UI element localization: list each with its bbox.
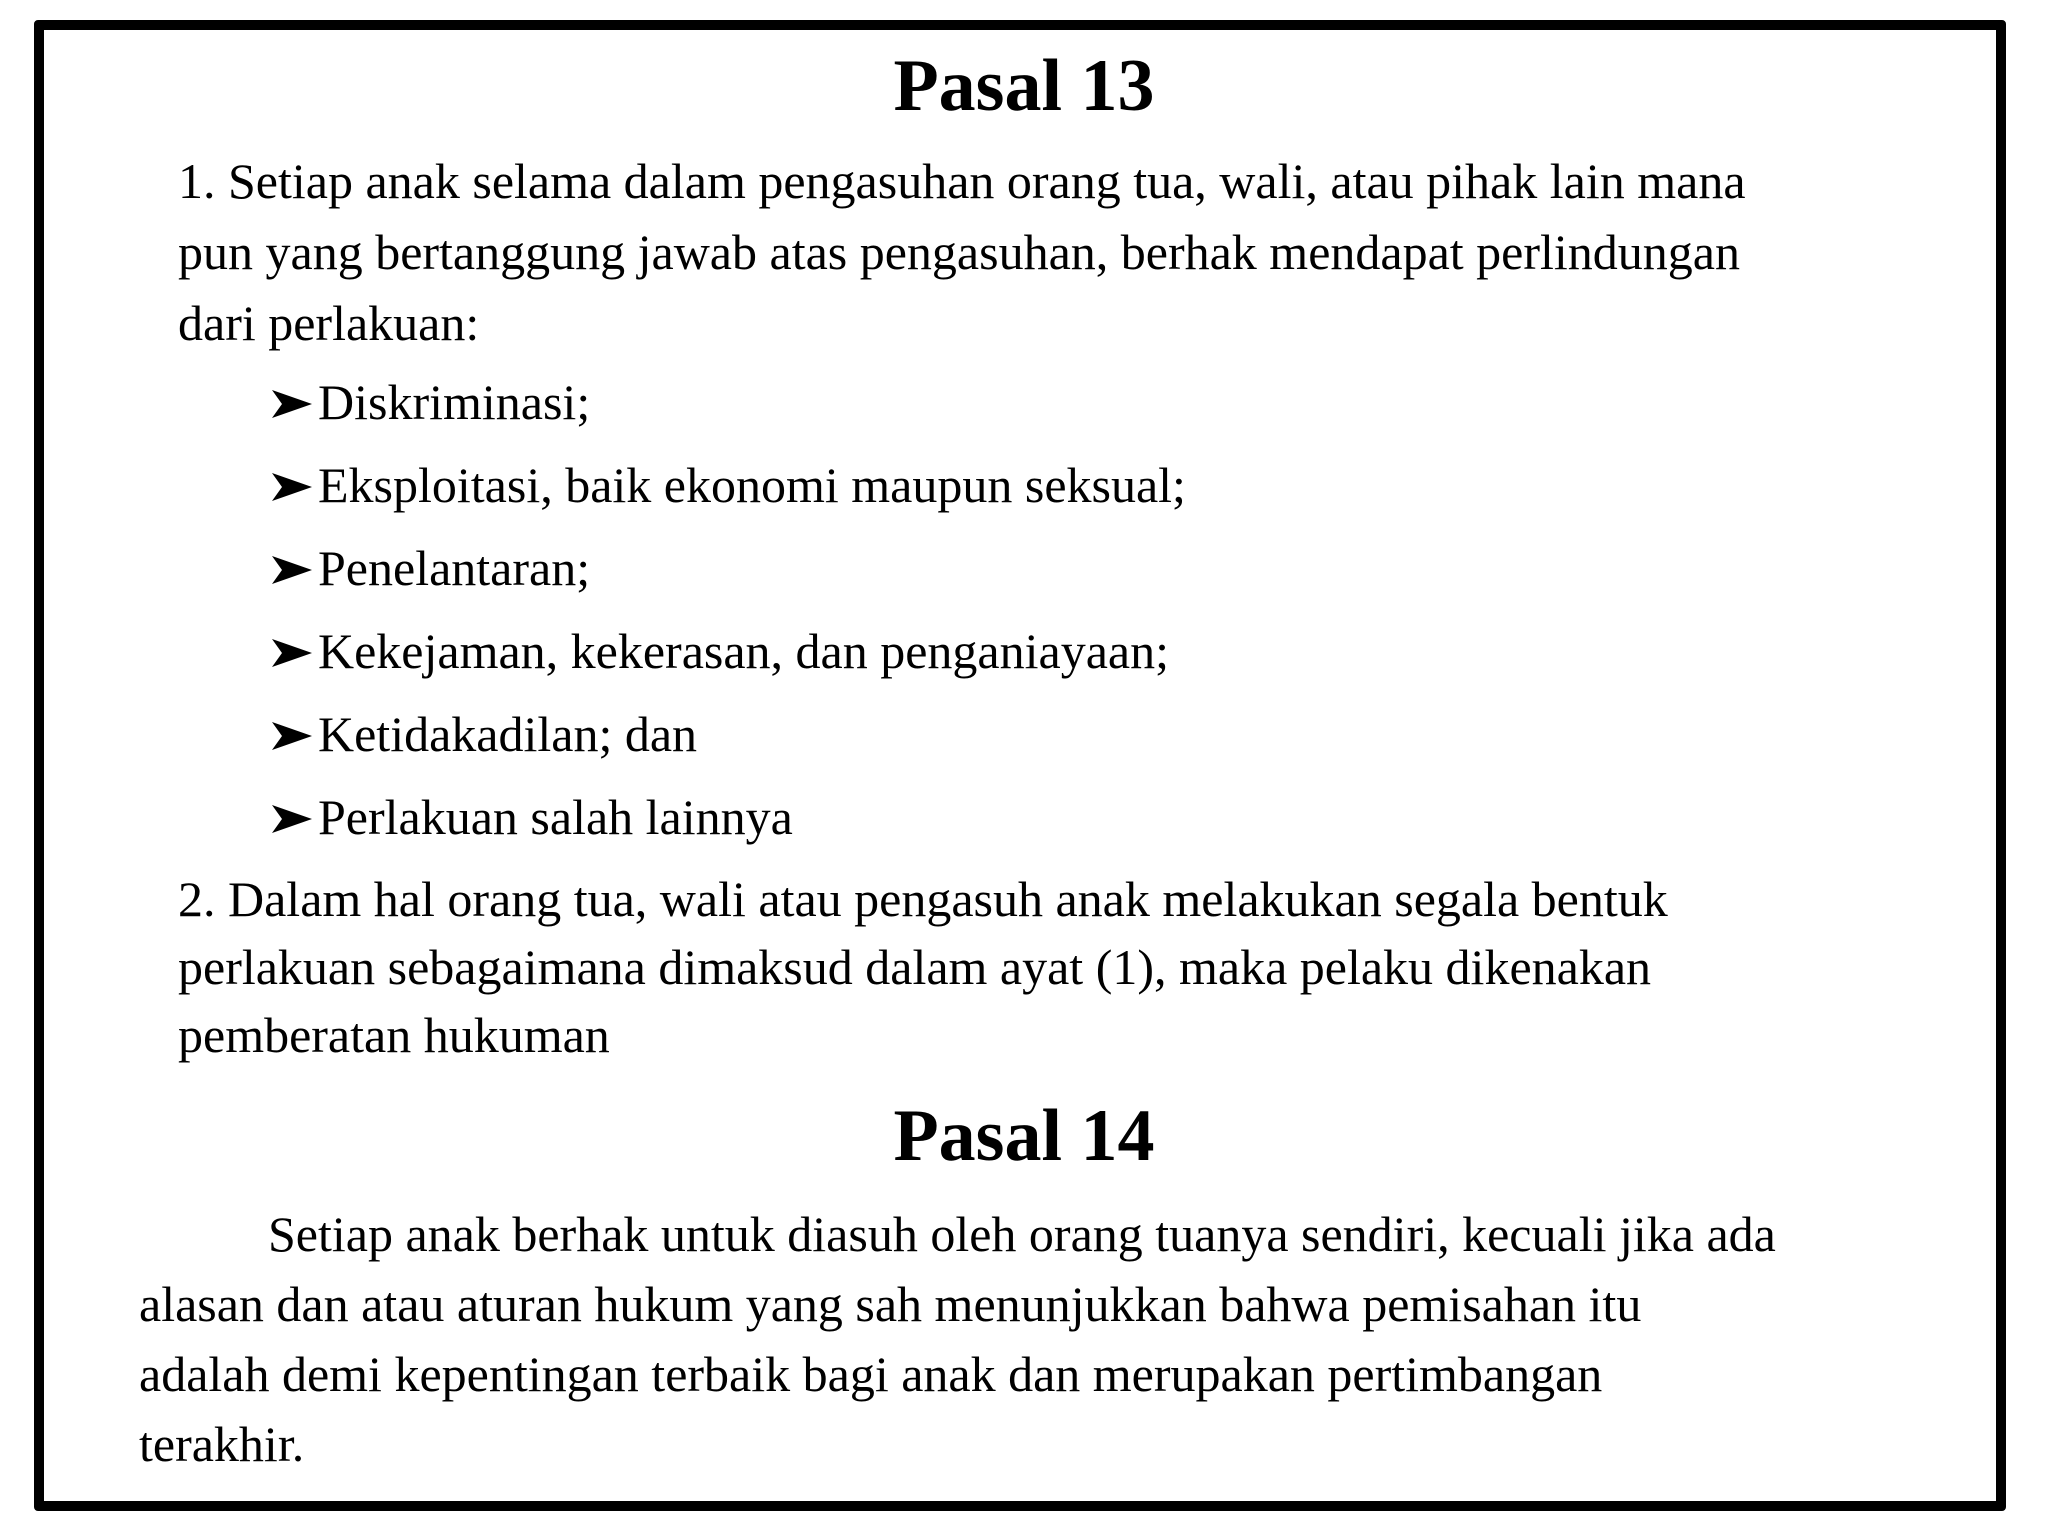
list-item-text: Diskriminasi; (318, 374, 591, 430)
pasal-13-item-1-line: pun yang bertanggung jawab atas pengasuhan, berhak mendapat perlindungan (178, 224, 1740, 280)
list-item-text: Ketidakadilan; dan (318, 706, 698, 762)
arrow-bullet-icon (268, 636, 318, 670)
list-item (268, 704, 697, 764)
pasal-13-item-2-line: 2. Dalam hal orang tua, wali atau pengasuh anak melakukan segala bentuk (178, 871, 1668, 927)
list-item-text: Penelantaran; (318, 540, 591, 596)
arrow-bullet-icon (268, 553, 318, 587)
list-item (268, 787, 793, 847)
list-item (268, 538, 590, 598)
list-item-text: Kekejaman, kekerasan, dan penganiayaan; (318, 623, 1169, 679)
arrow-bullet-icon (268, 387, 318, 421)
pasal-14-title: Pasal 14 (893, 1095, 1155, 1177)
pasal-13-item-2-line: pemberatan hukuman (178, 1007, 610, 1063)
pasal-14-line: Setiap anak berhak untuk diasuh oleh orang tuanya sendiri, kecuali jika ada (268, 1206, 1776, 1262)
pasal-13-item-1-line: 1. Setiap anak selama dalam pengasuhan orang tua, wali, atau pihak lain mana (178, 153, 1746, 209)
list-item (268, 455, 1186, 515)
list-item (268, 621, 1169, 681)
list-item-text: Perlakuan salah lainnya (318, 789, 793, 845)
pasal-13-item-1-line: dari perlakuan: (178, 295, 480, 351)
arrow-bullet-icon (268, 802, 318, 836)
pasal-13-title: Pasal 13 (893, 45, 1155, 127)
pasal-14-line: adalah demi kepentingan terbaik bagi anak dan merupakan pertimbangan (139, 1346, 1603, 1402)
pasal-14-line: terakhir. (139, 1416, 305, 1472)
list-item-text: Eksploitasi, baik ekonomi maupun seksual; (318, 457, 1186, 513)
pasal-13-item-2-line: perlakuan sebagaimana dimaksud dalam ayat (1), maka pelaku dikenakan (178, 939, 1652, 995)
list-item (268, 372, 590, 432)
arrow-bullet-icon (268, 470, 318, 504)
arrow-bullet-icon (268, 719, 318, 753)
pasal-14-line: alasan dan atau aturan hukum yang sah menunjukkan bahwa pemisahan itu (139, 1276, 1642, 1332)
